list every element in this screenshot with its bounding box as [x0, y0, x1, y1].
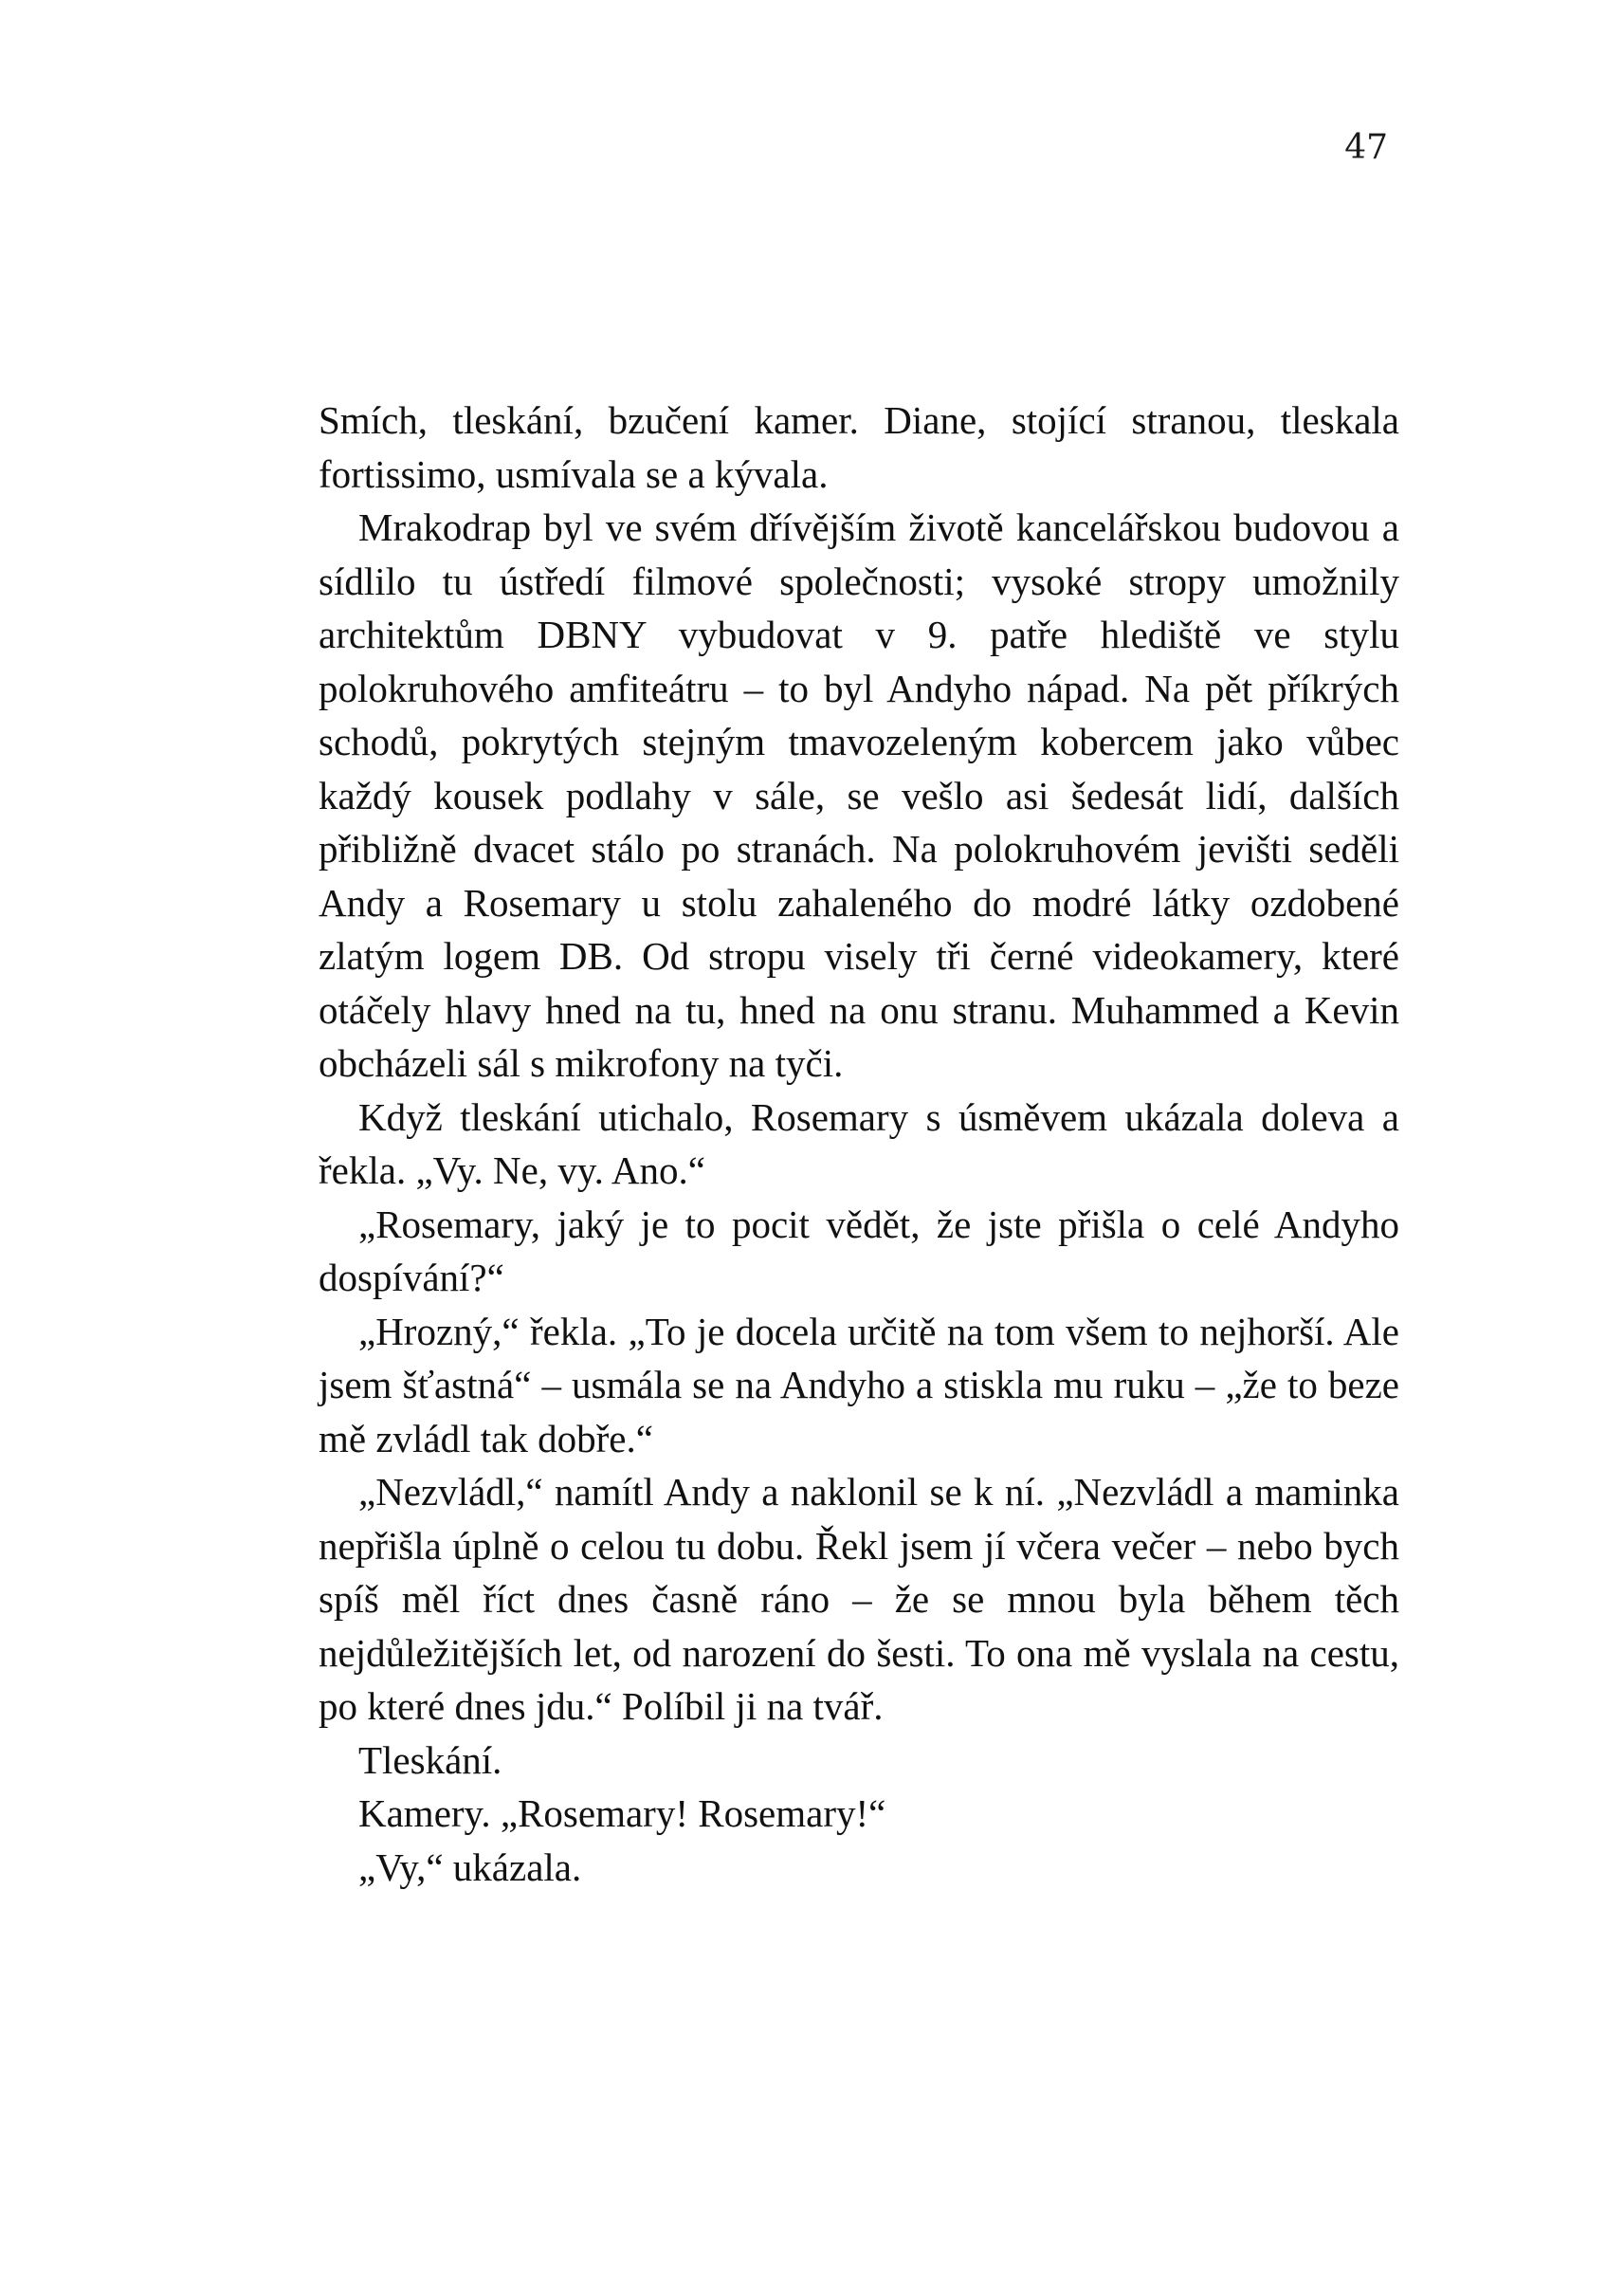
body-text	[319, 394, 1399, 1894]
paragraph-7: Tleskání.	[358, 1737, 502, 1782]
paragraph-9: „Vy,“ ukázala.	[358, 1845, 582, 1889]
paragraph-6: „Nezvládl,“ namítl Andy a naklonil se k ní. „Nezvládl a maminka nepřišla úplně o celou tu dobu. Řekl jsem jí včera večer – nebo bych spíš měl říct dnes časně ráno – že se mnou byla během těch nejdůležitějších let, od narození do šesti. To ona mě vyslala na cestu, po které dnes jdu.“ Políbil ji na tvář.	[319, 1470, 1399, 1728]
paragraph-1: Smích, tleskání, bzučení kamer. Diane, stojící stranou, tleskala fortissimo, usmívala se a kývala.	[319, 398, 1399, 496]
paragraph-5: „Hrozný,“ řekla. „To je docela určitě na tom všem to nejhorší. Ale jsem šťastná“ – usmála se na Andyho a stiskla mu ruku – „že to beze mě zvládl tak dobře.“	[319, 1309, 1399, 1460]
paragraph-3: Když tleskání utichalo, Rosemary s úsměvem ukázala doleva a řekla. „Vy. Ne, vy. Ano.“	[319, 1094, 1399, 1192]
paragraph-4: „Rosemary, jaký je to pocit vědět, že jste přišla o celé Andyho dospívání?“	[319, 1202, 1399, 1299]
page-number: 47	[1344, 128, 1388, 167]
paragraph-2: Mrakodrap byl ve svém dřívějším životě kancelářskou budovou a sídlilo tu ústředí filmové společnosti; vysoké stropy umožnily architektům DBNY vybudovat v 9. patře hlediště ve stylu polokruhového amfiteátru – to byl Andyho nápad. Na pět příkrých schodů, pokrytých stejným tmavozeleným kobercem jako vůbec každý kousek podlahy v sále, se vešlo asi šedesát lidí, dalších přibližně dvacet stálo po stranách. Na polokruhovém jevišti seděli Andy a Rosemary u stolu zahaleného do modré látky ozdobené zlatým logem DB. Od stropu visely tři černé videokamery, které otáčely hlavy hned na tu, hned na onu stranu. Muhammed a Kevin obcházeli sál s mikrofony na tyči.	[319, 505, 1399, 1085]
paragraph-8: Kamery. „Rosemary! Rosemary!“	[358, 1791, 886, 1835]
